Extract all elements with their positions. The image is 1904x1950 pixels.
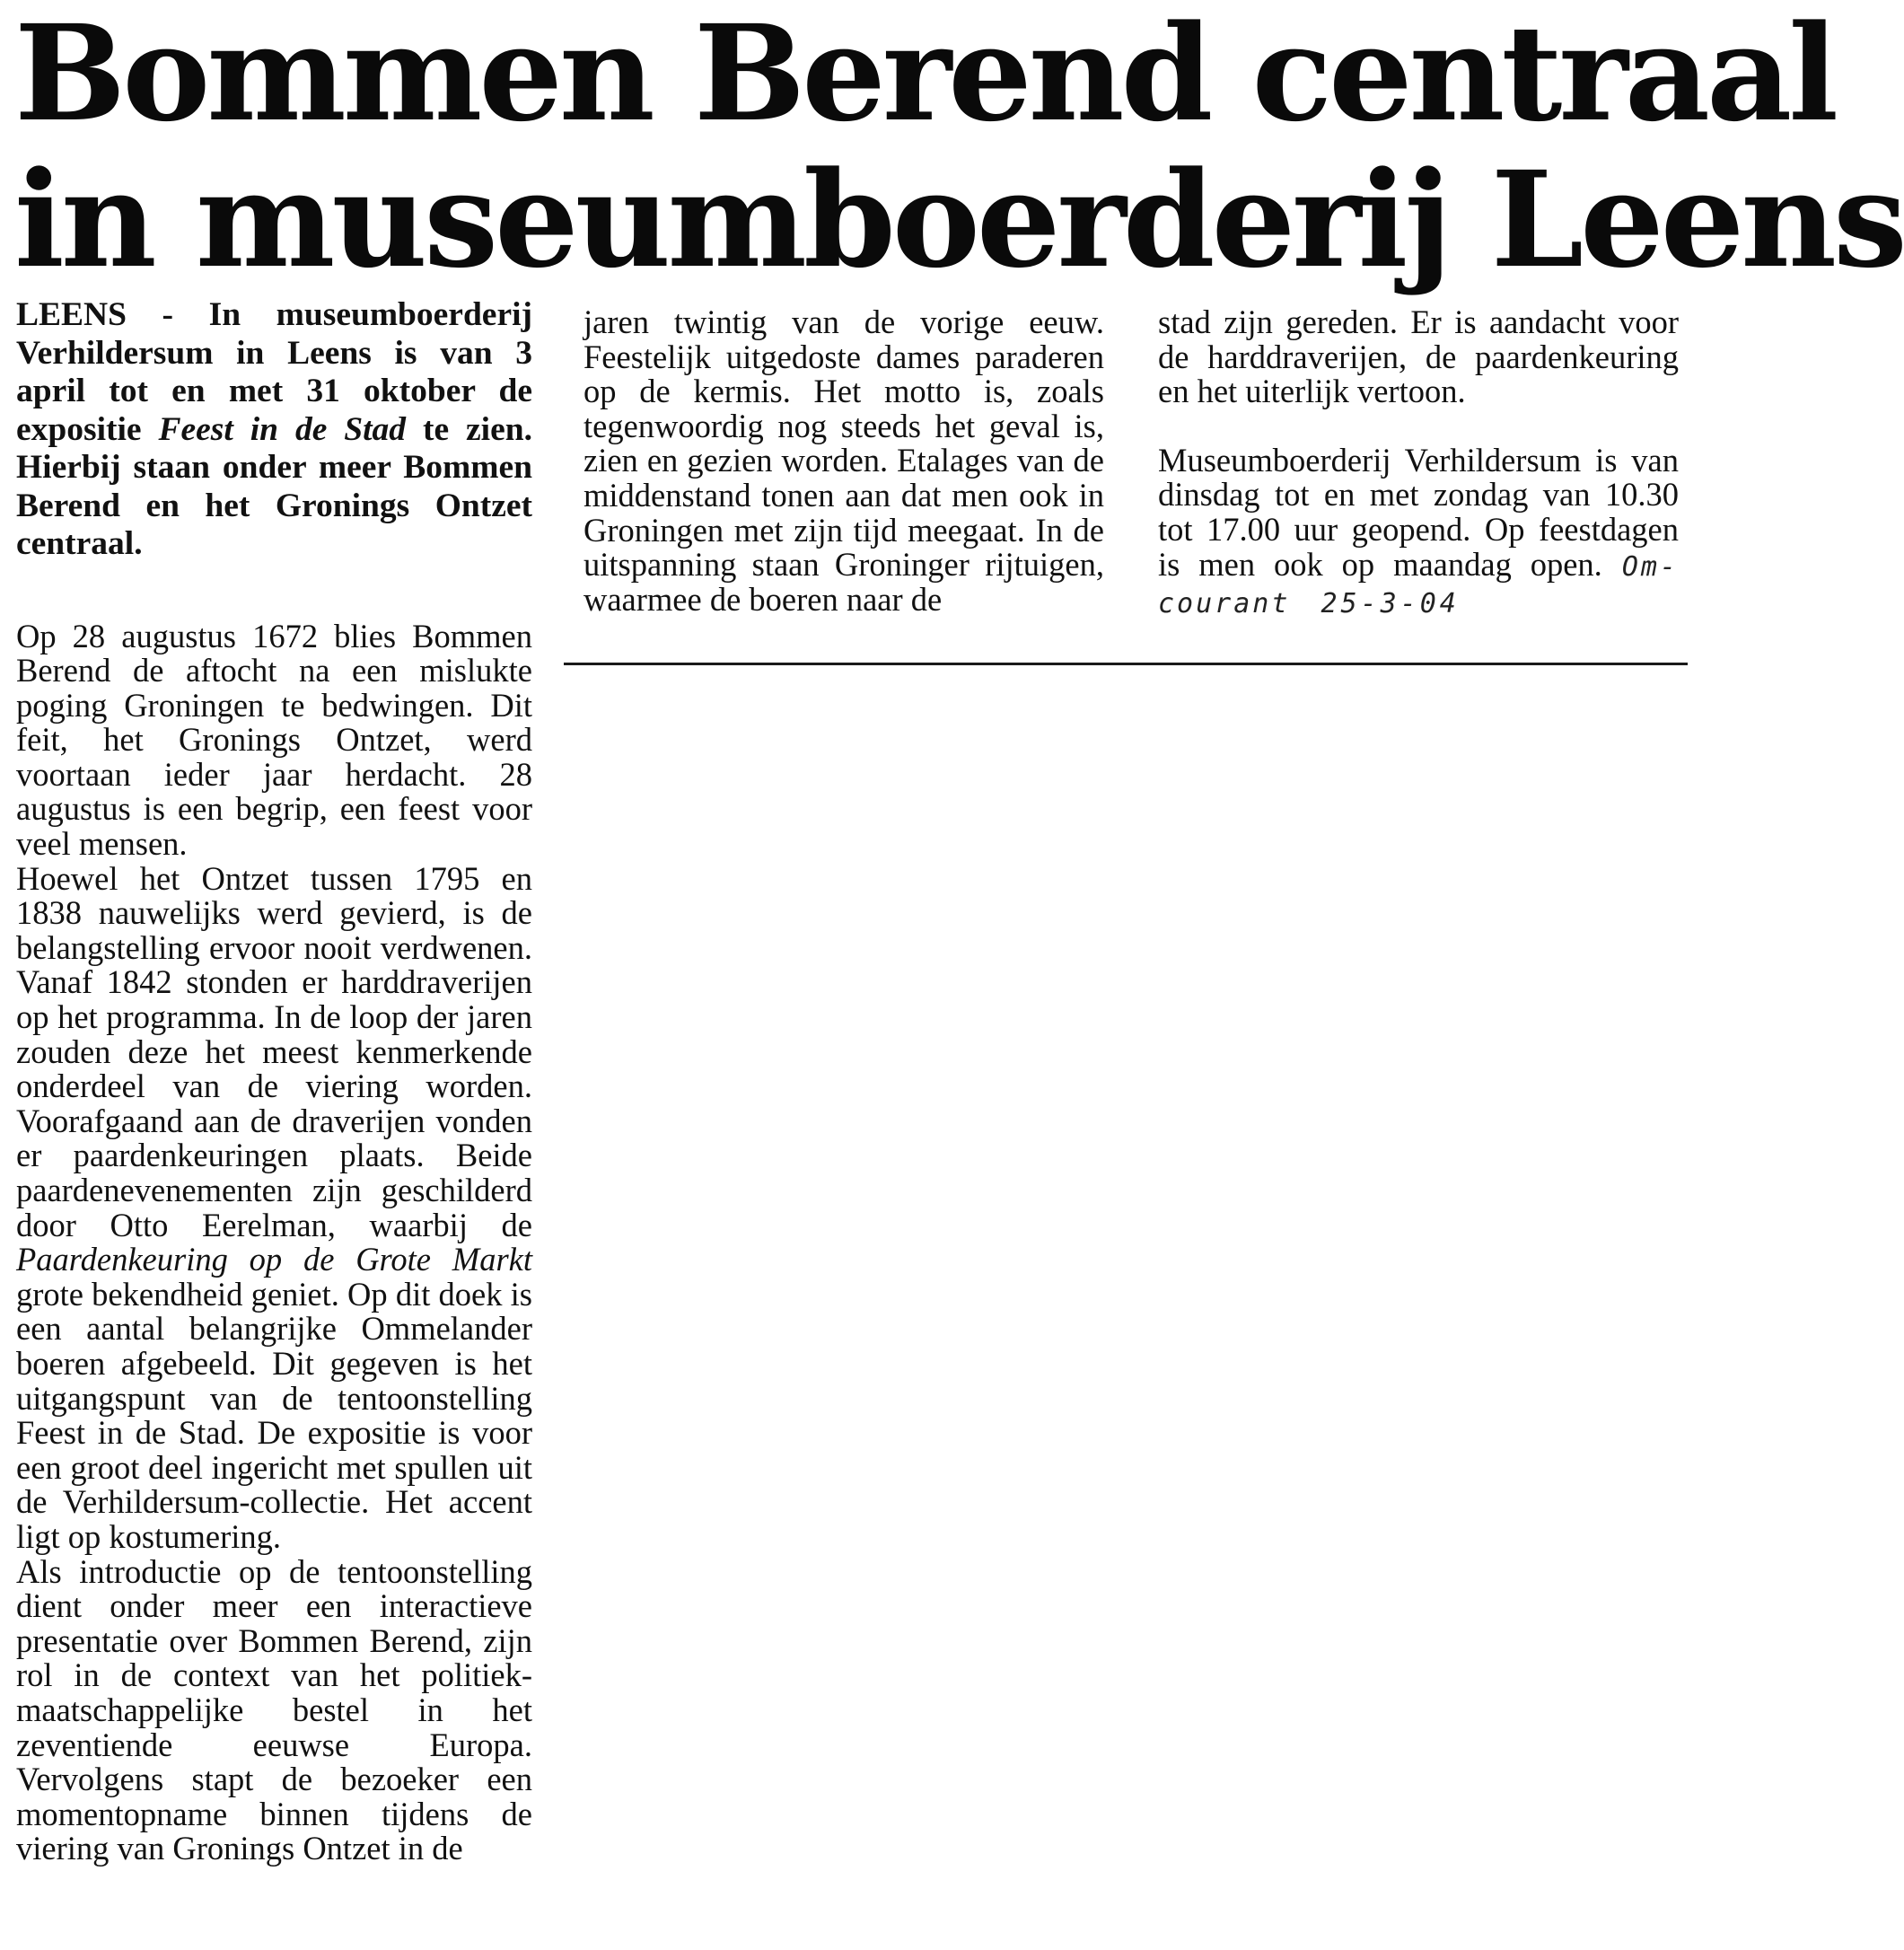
- column-rule: [564, 663, 1688, 665]
- body-paragraph: jaren twintig van de vorige eeuw. Feestelijk uitgedoste dames paraderen op de kermis. Het motto is, zoals tegenwoordig nog steeds het geval is, zien en gezien worden. Etalages van de middenstand tonen aan dat men ook in Groningen met zijn tijd meegaat. In de uitspanning staan Groninger rijtuigen, waarmee de boeren naar de: [583, 303, 1104, 618]
- painting-title: Paardenkeuring op de Grote Markt: [16, 1241, 532, 1278]
- article-column-2: [583, 305, 1104, 617]
- spacer: [1158, 409, 1679, 444]
- article-column-3: [1158, 305, 1679, 622]
- headline-line-1: Bommen Berend centraal: [14, 0, 1836, 151]
- body-paragraph: Op 28 augustus 1672 blies Bommen Berend de aftocht na een mislukte poging Groningen te bedwingen. Dit feit, het Gronings Ontzet, werd voortaan ieder jaar herdacht. 28 augustus is een begrip, een feest voor veel mensen.: [16, 617, 532, 863]
- body-text: grote bekendheid geniet. Op dit doek is een aantal belangrijke Ommelander boeren afgebeeld. Dit gegeven is het uitgangspunt van de tentoonstelling Feest in de Stad. De expositie is voor een groot deel ingericht met spullen uit de Verhildersum-collectie. Het accent ligt op kostumering.: [16, 1275, 532, 1555]
- body-paragraph: Als introductie op de tentoonstelling dient onder meer een interactieve presentatie over Bommen Berend, zijn rol in de context van het politiek-maatschappelijke bestel in het zeventiende eeuwse Europa. Vervolgens stapt de bezoeker een momentopname binnen tijdens de viering van Gronings Ontzet in de: [16, 1552, 532, 1867]
- opening-hours-text: Museumboerderij Verhildersum is van dinsdag tot en met zondag van 10.30 tot 17.00 uur geopend. Op feestdagen is men ook op maandag open.: [1158, 441, 1679, 583]
- body-text: Hoewel het Ontzet tussen 1795 en 1838 nauwelijks werd gevierd, is de belangstelling ervoor nooit verdwenen. Vanaf 1842 stonden er harddraverijen op het programma. In de loop der jaren zouden deze het meest kenmerkende onderdeel van de viering worden. Voorafgaand aan de draverijen vonden er paardenkeuringen plaats. Beide paardenevenementen zijn geschilderd door Otto Eerelman, waarbij de: [16, 859, 532, 1243]
- headline-line-2: in museumboerderij Leens: [14, 142, 1904, 297]
- opening-hours-paragraph: [1158, 441, 1679, 622]
- body-paragraph: [16, 859, 532, 1555]
- spacer: [16, 564, 532, 619]
- handwritten-date-note: 25-3-04: [1321, 588, 1460, 620]
- headline: [14, 0, 1904, 297]
- lead-exhibition-title: Feest in de Stad: [158, 410, 407, 448]
- body-paragraph: stad zijn gereden. Er is aandacht voor de harddraverijen, de paardenkeuring en het uiterlijk vertoon.: [1158, 303, 1679, 410]
- handwritten-source-note: Om-courant: [1158, 550, 1679, 620]
- article-column-1: [16, 296, 532, 1867]
- lead-text-start: LEENS - In museumboerderij Verhildersum in Leens is van 3 april tot en met 31 oktober de expositie: [16, 296, 532, 448]
- lead-paragraph: [16, 296, 532, 564]
- lead-text-end: te zien. Hierbij staan onder meer Bommen Berend en het Gronings Ontzet centraal.: [16, 410, 532, 562]
